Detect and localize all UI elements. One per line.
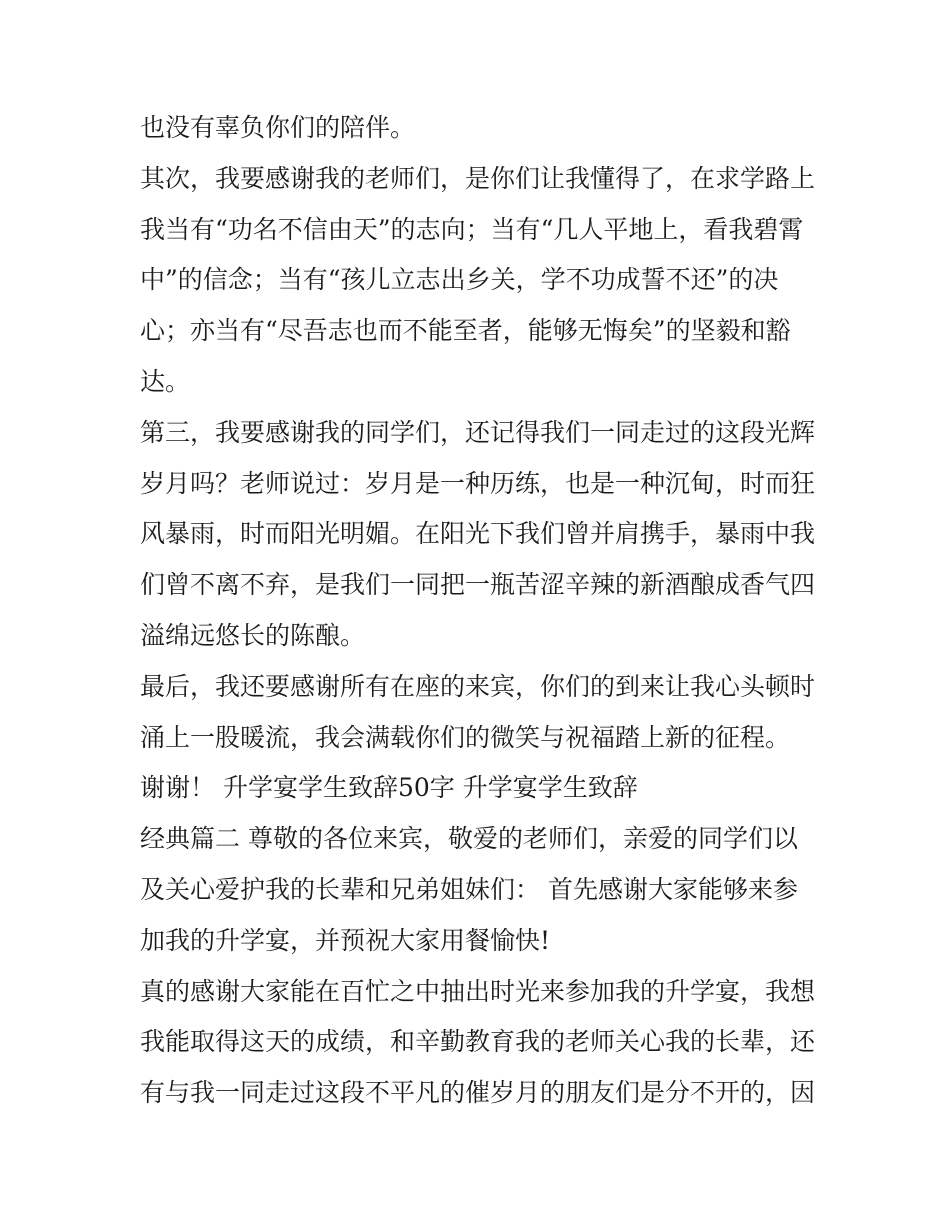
text-line: 们曾不离不弃，是我们一同把一瓶苦涩辛辣的新酒酿成香气四 [140, 570, 816, 600]
text-line: 加我的升学宴，并预祝大家用餐愉快! [140, 925, 551, 955]
body-text [140, 103, 820, 1119]
text-line: 风暴雨，时而阳光明媚。在阳光下我们曾并肩携手，暴雨中我 [140, 519, 816, 549]
text-line: 及关心爱护我的长辈和兄弟姐妹们： 首先感谢大家能够来参 [140, 874, 798, 904]
text-line: 心；亦当有“尽吾志也而不能至者，能够无悔矣”的坚毅和豁 [140, 316, 791, 346]
text-line: 溢绵远悠长的陈酿。 [140, 620, 366, 650]
text-line: 其次，我要感谢我的老师们，是你们让我懂得了，在求学路上 [140, 163, 816, 193]
text-line: 涌上一股暖流，我会满载你们的微笑与祝福踏上新的征程。 [140, 722, 791, 752]
text-line: 岁月吗？老师说过：岁月是一种历练，也是一种沉甸，时而狂 [140, 468, 816, 498]
text-line: 经典篇二 尊敬的各位来宾，敬爱的老师们，亲爱的同学们以 [140, 824, 798, 854]
text-line: 最后，我还要感谢所有在座的来宾，你们的到来让我心头顿时 [140, 671, 816, 701]
text-line: 我当有“功名不信由天”的志向；当有“几人平地上，看我碧霄 [140, 214, 804, 244]
text-line: 我能取得这天的成绩，和辛勤教育我的老师关心我的长辈，还 [140, 1027, 816, 1057]
text-line: 谢谢！ 升学宴学生致辞50字 升学宴学生致辞 [140, 773, 638, 803]
text-line: 真的感谢大家能在百忙之中抽出时光来参加我的升学宴，我想 [140, 976, 816, 1006]
text-line: 达。 [140, 366, 191, 396]
text-line: 第三，我要感谢我的同学们，还记得我们一同走过的这段光辉 [140, 417, 816, 447]
text-line: 也没有辜负你们的陪伴。 [140, 113, 416, 142]
text-line: 有与我一同走过这段不平凡的催岁月的朋友们是分不开的，因 [140, 1078, 816, 1108]
text-line: 中”的信念；当有“孩儿立志出乡关，学不功成誓不还”的决 [140, 265, 779, 295]
